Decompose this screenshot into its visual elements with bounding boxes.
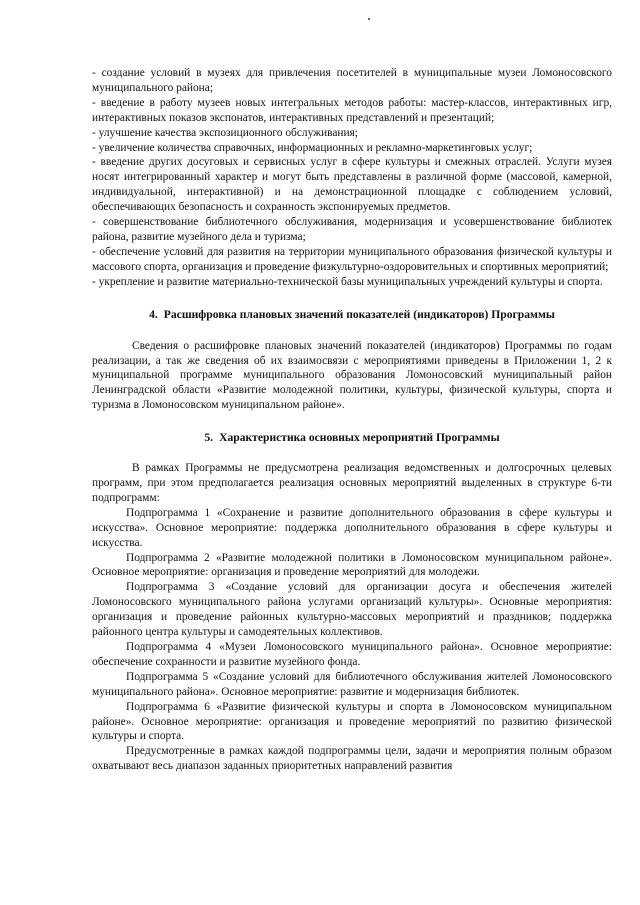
bullet-item: - совершенствование библиотечного обслуживания, модернизация и усовершенствование библиотек района, развитие музейного дела и туризма; <box>92 216 612 243</box>
section-5-heading <box>92 430 612 445</box>
subprogram-paragraph: Подпрограмма 4 «Музеи Ломоносовского муниципального района». Основное мероприятие: обеспечение сохранности и развитие музейного фонда. <box>92 641 612 668</box>
subprogram-paragraph: Подпрограмма 3 «Создание условий для организации досуга и обеспечения жителей Ломоносовского муниципального района услугами организаций культуры». Основные мероприятия: организация и проведение районных культурно-массовых мероприятий и праздников; поддержка районного центра культуры и самодеятельных коллективов. <box>92 581 612 639</box>
section-5-closing: Предусмотренные в рамках каждой подпрограммы цели, задачи и мероприятия полным образом охватывают весь диапазон заданных приоритетных направлений развития <box>92 745 612 773</box>
page-content <box>92 66 612 774</box>
bullet-item: - введение других досуговых и сервисных услуг в сфере культуры и смежных отраслей. Услуги музея носят интегрированный характер и могут быть представлены в различной форме (массовой, камерной, индивидуальной, интерактивной) и на демонстрационной площадке с соблюдением условий, обеспечивающих безопасность и сохранность экспонируемых предметов. <box>92 156 612 214</box>
subprogram-paragraph: Подпрограмма 2 «Развитие молодежной политики в Ломоносовском муниципальном районе». Основное мероприятие: организация и проведение мероприятий для молодежи. <box>92 551 612 579</box>
section-5-number: 5. <box>204 431 214 445</box>
subprogram-paragraph: Подпрограмма 6 «Развитие физической культуры и спорта в Ломоносовском муниципальном районе». Основное мероприятие: организация и проведение мероприятий по развитию физической культуры и спорта. <box>92 700 612 743</box>
section-5-intro: В рамках Программы не предусмотрена реализация ведомственных и долгосрочных целевых программ, при этом предполагается реализация основных мероприятий выделенных в структуре 6-ти подпрограмм: <box>92 462 612 504</box>
bullet-item: - улучшение качества экспозиционного обслуживания; <box>92 126 358 139</box>
bullet-item: - увеличение количества справочных, информационных и рекламно-маркетинговых услуг; <box>92 141 533 154</box>
bullet-item: - создание условий в музеях для привлечения посетителей в муниципальные музеи Ломоносовского муниципального района; <box>92 67 612 94</box>
section-4-number: 4. <box>149 307 158 321</box>
bullet-item: - введение в работу музеев новых интегральных методов работы: мастер-классов, интерактивных игр, интерактивных показов экспонатов, интерактивных представлений и презентаций; <box>92 96 612 124</box>
section-5-title: Характеристика основных мероприятий Программы <box>219 431 500 445</box>
section-4-heading <box>92 307 612 322</box>
section-4-title: Расшифровка плановых значений показателей (индикаторов) Программы <box>163 307 555 321</box>
section-4-paragraph: Сведения о расшифровке плановых значений показателей (индикаторов) Программы по годам реализации, а так же сведения об их взаимосвязи с мероприятиями приведены в Приложении 1, 2 к муниципальной программе муниципального образования Ломоносовский муниципальный район Ленинградской области «Развитие молодежной политики, культуры, физической культуры, спорта и туризма в Ломоносовском муниципальном районе». <box>92 339 612 412</box>
subprogram-paragraph: Подпрограмма 5 «Создание условий для библиотечного обслуживания жителей Ломоносовского муниципального района». Основное мероприятие: развитие и модернизация библиотек. <box>92 670 612 698</box>
page-mark <box>368 18 370 20</box>
subprogram-paragraph: Подпрограмма 1 «Сохранение и развитие дополнительного образования в сфере культуры и искусства». Основное мероприятие: поддержка дополнительного образования в сфере культуры и искусства. <box>92 506 612 549</box>
bullet-item: - обеспечение условий для развития на территории муниципального образования физической культуры и массового спорта, организация и проведение физкультурно-оздоровительных и спортивных мероприятий; <box>92 245 612 273</box>
bullet-item: - укрепление и развитие материально-технической базы муниципальных учреждений культуры и спорта. <box>92 275 603 288</box>
